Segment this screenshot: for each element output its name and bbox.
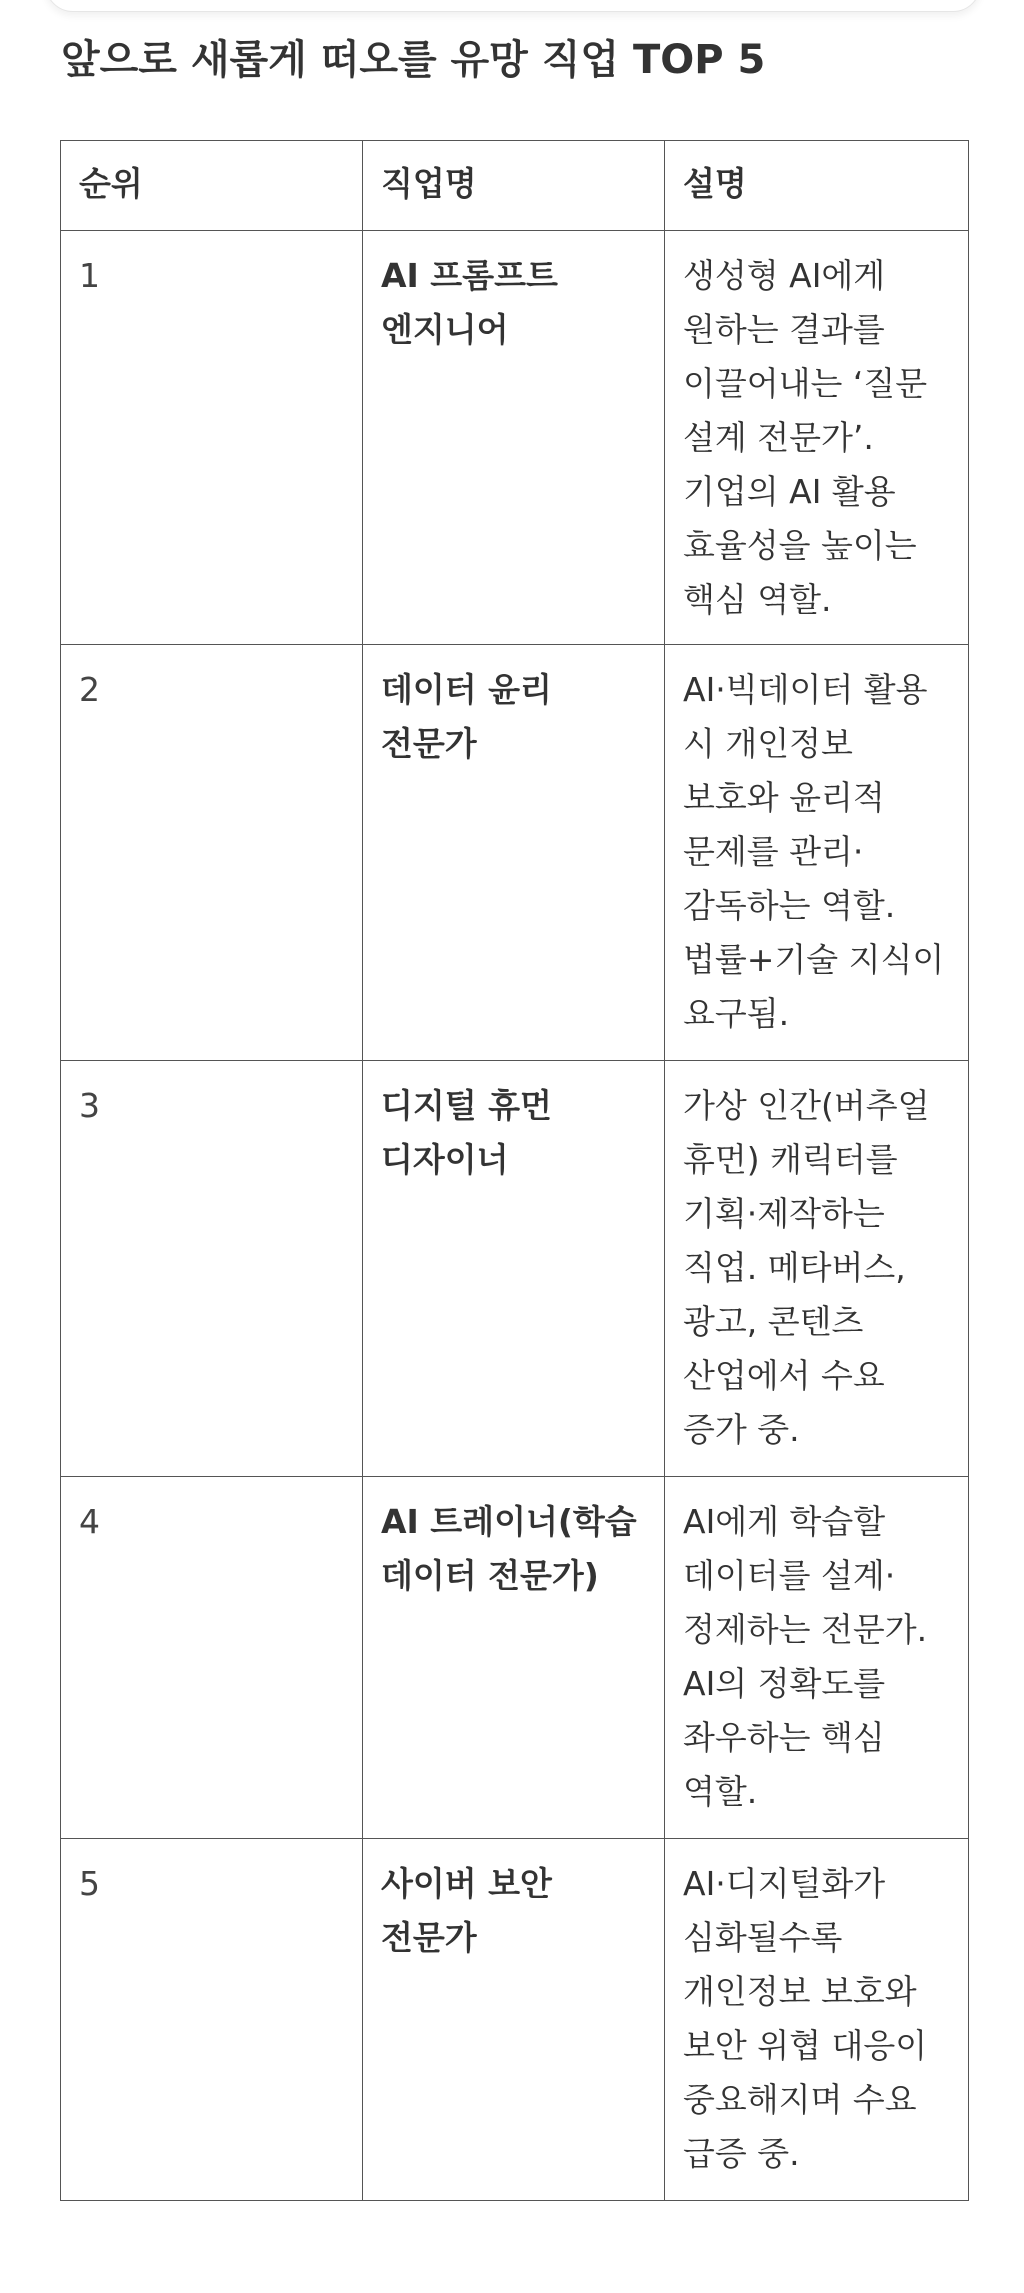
table-header-row — [61, 141, 969, 231]
rank-cell: 2 — [61, 645, 363, 1061]
previous-card-edge — [45, 0, 981, 12]
table-row — [61, 231, 969, 645]
table-row — [61, 1477, 969, 1839]
rank-cell: 5 — [61, 1839, 363, 2201]
job-name-cell: AI 트레이너(학습 데이터 전문가) — [363, 1477, 665, 1839]
column-header-job-name: 직업명 — [363, 141, 665, 231]
job-name-cell: 디지털 휴먼 디자이너 — [363, 1061, 665, 1477]
table-row — [61, 1061, 969, 1477]
description-cell: AI·디지털화가 심화될수록 개인정보 보호와 보안 위협 대응이 중요해지며 수요 급증 중. — [665, 1839, 969, 2201]
job-name-cell: AI 프롬프트 엔지니어 — [363, 231, 665, 645]
description-cell: AI·빅데이터 활용 시 개인정보 보호와 윤리적 문제를 관리·감독하는 역할. 법률+기술 지식이 요구됨. — [665, 645, 969, 1061]
description-cell: AI에게 학습할 데이터를 설계·정제하는 전문가. AI의 정확도를 좌우하는 핵심 역할. — [665, 1477, 969, 1839]
table-row — [61, 645, 969, 1061]
rank-cell: 1 — [61, 231, 363, 645]
table-row — [61, 1839, 969, 2201]
job-name-cell: 데이터 윤리 전문가 — [363, 645, 665, 1061]
description-cell: 생성형 AI에게 원하는 결과를 이끌어내는 ‘질문 설계 전문가’. 기업의 AI 활용 효율성을 높이는 핵심 역할. — [665, 231, 969, 645]
job-name-cell: 사이버 보안 전문가 — [363, 1839, 665, 2201]
column-header-description: 설명 — [665, 141, 969, 231]
page-title: 앞으로 새롭게 떠오를 유망 직업 TOP 5 — [61, 37, 766, 83]
column-header-rank: 순위 — [61, 141, 363, 231]
rank-cell: 4 — [61, 1477, 363, 1839]
rank-cell: 3 — [61, 1061, 363, 1477]
description-cell: 가상 인간(버추얼 휴먼) 캐릭터를 기획·제작하는 직업. 메타버스, 광고, 콘텐츠 산업에서 수요 증가 중. — [665, 1061, 969, 1477]
jobs-table — [60, 140, 969, 2201]
